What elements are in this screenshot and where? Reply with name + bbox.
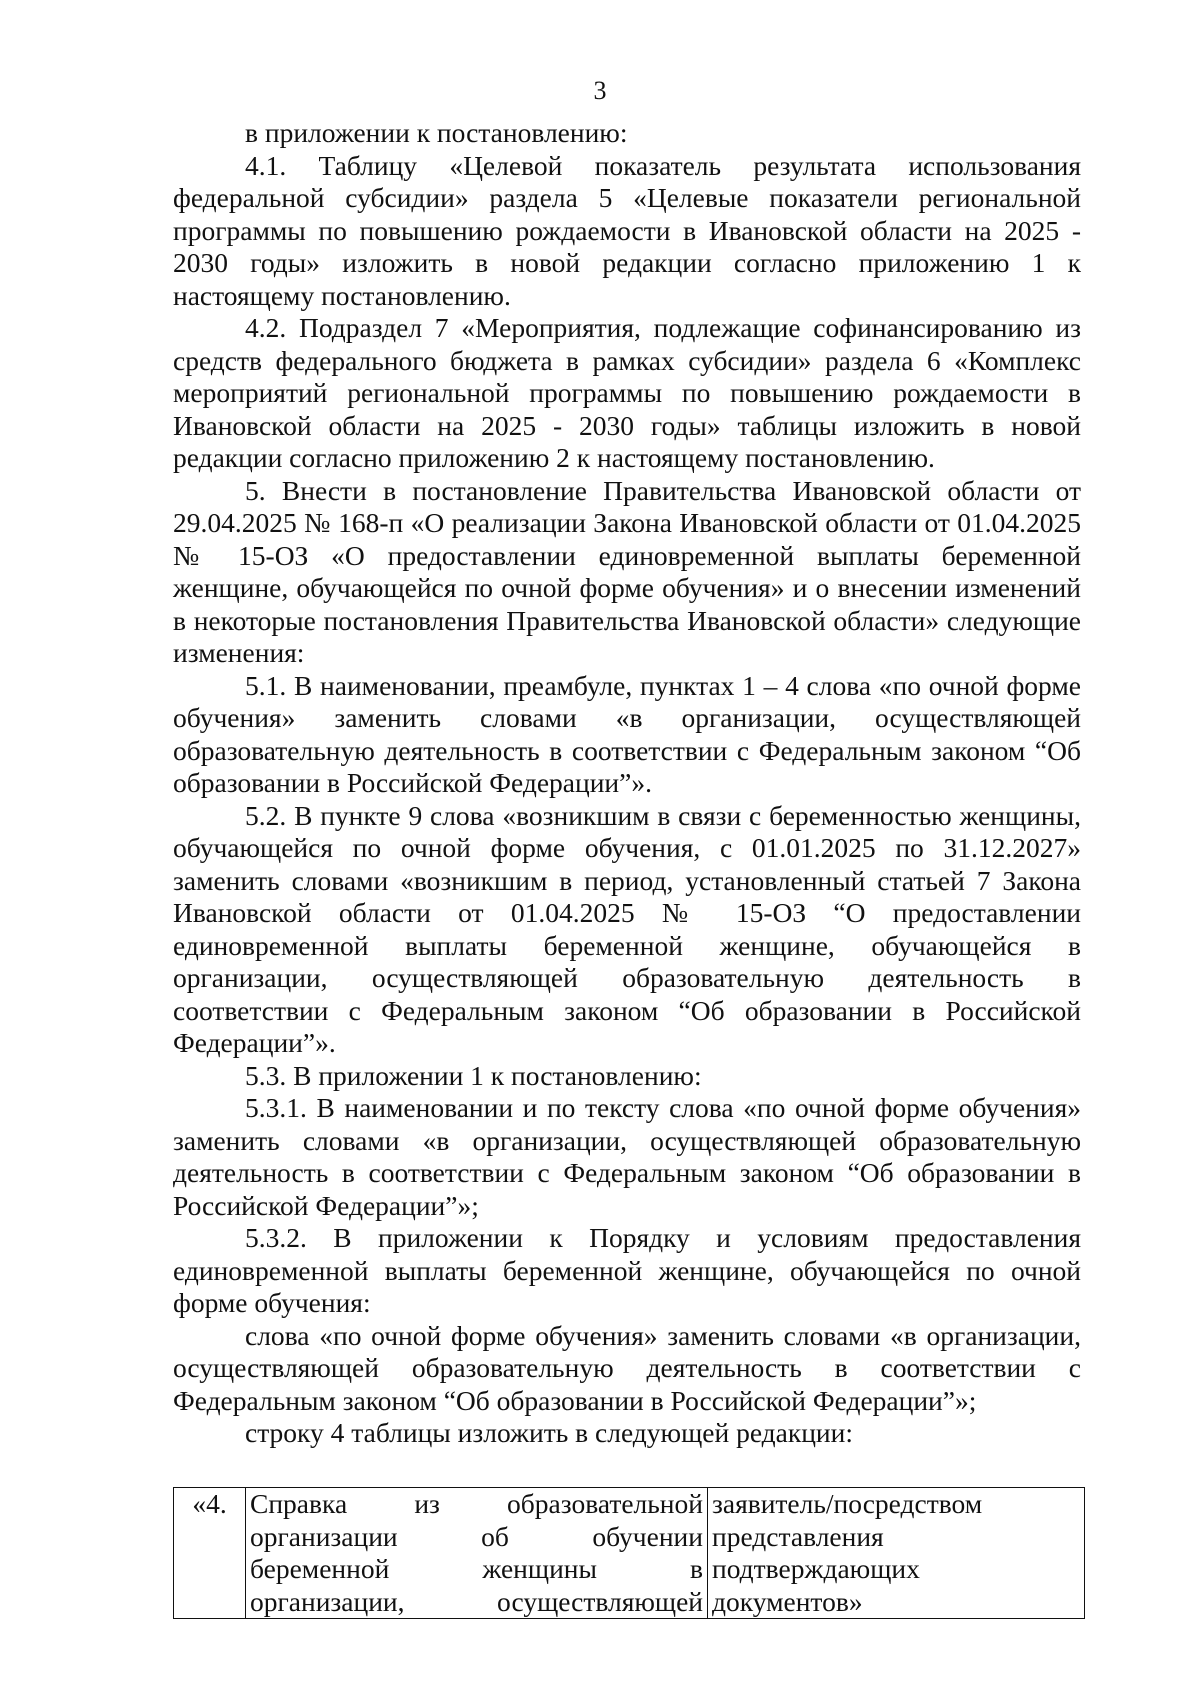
document-line: беременной женщины в	[250, 1553, 703, 1584]
paragraph-5-3: 5.3. В приложении 1 к постановлению:	[245, 1059, 702, 1091]
submitter-line: представления	[712, 1520, 884, 1552]
document-line: организации об обучении	[250, 1520, 703, 1552]
submitter-cell	[708, 1488, 1085, 1619]
paragraph-5-2: 5.2. В пункте 9 слова «возникшим в связи с беременностью женщины, обучающейся по очной форме обучения, с 01.01.2025 по 31.12.2027» заменить словами «возникшим в период, установленный статьей 7 Закона Ивановской области от 01.04.2025 № 15-ОЗ “О предоставлении единовременной выплаты беременной женщине, обучающейся в организации, осуществляющей образовательную деятельность в соответствии с Федеральным законом “Об образовании в Российской Федерации”».	[173, 799, 1081, 1058]
paragraph-5-1: 5.1. В наименовании, преамбуле, пунктах 1 – 4 слова «по очной форме обучения» заменить словами «в организации, осуществляющей образовательную деятельность в соответствии с Федеральным законом “Об образовании в Российской Федерации”».	[173, 669, 1081, 798]
paragraph-4-2: 4.2. Подраздел 7 «Мероприятия, подлежащие софинансированию из средств федерального бюджета в рамках субсидии» раздела 6 «Комплекс мероприятий региональной программы по повышению рождаемости в Ивановской области на 2025 - 2030 годы» таблицы изложить в новой редакции согласно приложению 2 к настоящему постановлению.	[173, 312, 1081, 473]
document-line: организации, осуществляющей	[250, 1585, 703, 1617]
submitter-line: документов»	[712, 1585, 863, 1617]
table-row	[174, 1488, 1085, 1619]
paragraph-4-1: 4.1. Таблицу «Целевой показатель результата использования федеральной субсидии» раздела 5 «Целевые показатели региональной программы по повышению рождаемости в Ивановской области на 2025 - 2030 годы» изложить в новой редакции согласно приложению 1 к настоящему постановлению.	[173, 149, 1081, 311]
submitter-line: подтверждающих	[712, 1553, 920, 1584]
document-line: Справка из образовательной	[250, 1488, 703, 1519]
row-number-cell: «4.	[174, 1488, 246, 1619]
paragraph-row-4: строку 4 таблицы изложить в следующей редакции:	[245, 1417, 854, 1448]
document-body	[173, 117, 1081, 1450]
paragraph-5: 5. Внести в постановление Правительства Ивановской области от 29.04.2025 № 168-п «О реализации Закона Ивановской области от 01.04.2025 № 15-ОЗ «О предоставлении единовременной выплаты беременной женщине, обучающейся по очной форме обучения» и о внесении изменений в некоторые постановления Правительства Ивановской области» следующие изменения:	[173, 474, 1081, 668]
paragraph-words-replace: слова «по очной форме обучения» заменить словами «в организации, осуществляющей образовательную деятельность в соответствии с Федеральным законом “Об образовании в Российской Федерации”»;	[173, 1319, 1081, 1416]
paragraph-intro: в приложении к постановлению:	[245, 117, 628, 148]
page-number: 3	[593, 76, 607, 105]
amendment-table	[173, 1487, 1081, 1619]
document-cell	[246, 1488, 708, 1619]
paragraph-5-3-1: 5.3.1. В наименовании и по тексту слова «по очной форме обучения» заменить словами «в организации, осуществляющей образовательную деятельность в соответствии с Федеральным законом “Об образовании в Российской Федерации”»;	[173, 1092, 1081, 1221]
paragraph-5-3-2: 5.3.2. В приложении к Порядку и условиям предоставления единовременной выплаты беременной женщине, обучающейся по очной форме обучения:	[173, 1222, 1081, 1318]
table-row-4	[173, 1487, 1085, 1619]
submitter-line: заявитель/посредством	[712, 1488, 983, 1519]
